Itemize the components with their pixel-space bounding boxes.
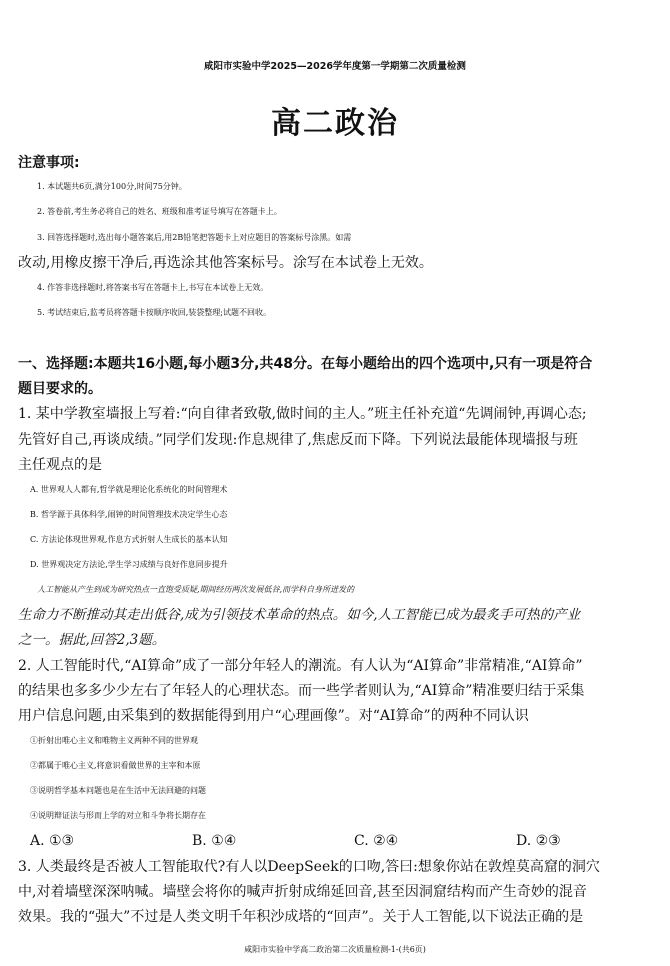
note-item: 3. 回答选择题时,选出每小题答案后,用2B铅笔把答题卡上对应题目的答案标号涂黑。如需 bbox=[37, 233, 352, 242]
q2-statement: ①折射出唯心主义和唯物主义两种不同的世界观 bbox=[30, 736, 198, 745]
q1-stem-line: 1. 某中学教室墙报上写着:“向自律者致敬,做时间的主人。”班主任补充道“先调闹钟,再调心态; bbox=[18, 406, 587, 422]
note-item: 1. 本试题共6页,满分100分,时间75分钟。 bbox=[37, 182, 187, 191]
q2-statement: ③说明哲学基本问题也是在生活中无法回避的问题 bbox=[30, 786, 206, 795]
q3-stem-line: 效果。我的“强大”不过是人类文明千年积沙成塔的“回声”。关于人工智能,以下说法正确的是 bbox=[18, 909, 584, 925]
page-footer: 咸阳市实验中学高二政治第二次质量检测-1-(共6页) bbox=[244, 945, 426, 954]
note-item: 5. 考试结束后,监考员将答题卡按顺序收回,装袋整理;试题不回收。 bbox=[37, 308, 271, 317]
passage-line: 人工智能从产生到成为研究热点一直饱受质疑,期间经历两次发展低谷,而学科自身所迸发的 bbox=[37, 585, 355, 594]
q1-option-b: B. 哲学源于具体科学,闹钟的时间管理技术决定学生心态 bbox=[30, 510, 228, 519]
subject-title: 高二政治 bbox=[271, 106, 399, 141]
q2-stem-line: 用户信息问题,由采集到的数据能得到用户“心理画像”。对“AI算命”的两种不同认识 bbox=[18, 708, 529, 724]
q1-option-c: C. 方法论体现世界观,作息方式折射人生成长的基本认知 bbox=[30, 535, 228, 544]
exam-title: 咸阳市实验中学2025—2026学年度第一学期第二次质量检测 bbox=[204, 61, 466, 72]
q2-statement: ④说明辩证法与形而上学的对立和斗争将长期存在 bbox=[30, 811, 206, 820]
passage-line: 生命力不断推动其走出低谷,成为引领技术革命的热点。如今,人工智能已成为最炙手可热的产业 bbox=[18, 607, 581, 623]
q2-choice-c: C. ②④ bbox=[354, 833, 399, 849]
note-item: 4. 作答非选择题时,将答案书写在答题卡上,书写在本试卷上无效。 bbox=[37, 283, 269, 292]
q2-statement: ②都属于唯心主义,将意识看做世界的主宰和本原 bbox=[30, 761, 201, 770]
q1-option-a: A. 世界观人人都有,哲学就是理论化系统化的时间管理术 bbox=[30, 485, 228, 494]
q1-stem-line: 先管好自己,再谈成绩。”同学们发现:作息规律了,焦虑反而下降。下列说法最能体现墙报与班 bbox=[18, 432, 578, 448]
q1-option-d: D. 世界观决定方法论,学生学习成绩与良好作息同步提升 bbox=[30, 560, 228, 569]
q2-choices bbox=[18, 831, 658, 851]
note-item-continued: 改动,用橡皮擦干净后,再选涂其他答案标号。涂写在本试卷上无效。 bbox=[18, 255, 433, 271]
note-item: 2. 答卷前,考生务必将自己的姓名、班级和准考证号填写在答题卡上。 bbox=[37, 207, 282, 216]
q3-stem-line: 3. 人类最终是否被人工智能取代?有人以DeepSeek的口吻,答曰:想象你站在敦煌莫高窟的洞穴 bbox=[18, 859, 600, 875]
q2-stem-line: 2. 人工智能时代,“AI算命”成了一部分年轻人的潮流。有人认为“AI算命”非常精准,“AI算命” bbox=[18, 658, 583, 674]
q2-choice-d: D. ②③ bbox=[516, 833, 561, 849]
q2-stem-line: 的结果也多多少少左右了年轻人的心理状态。而一些学者则认为,“AI算命”精准要归结于采集 bbox=[18, 683, 585, 699]
q3-stem-line: 中,对着墙壁深深呐喊。墙壁会将你的喊声折射成绵延回音,甚至因洞窟结构而产生奇妙的混音 bbox=[18, 884, 587, 900]
q2-choice-b: B. ①④ bbox=[192, 833, 237, 849]
passage-line: 之一。据此,回答2,3题。 bbox=[18, 632, 166, 648]
q1-stem-line: 主任观点的是 bbox=[18, 457, 102, 473]
q2-choice-a: A. ①③ bbox=[30, 833, 75, 849]
section-heading-continued: 题目要求的。 bbox=[18, 381, 102, 397]
notes-heading: 注意事项: bbox=[18, 155, 80, 171]
section-heading: 一、选择题:本题共16小题,每小题3分,共48分。在每小题给出的四个选项中,只有一项是符合 bbox=[18, 356, 593, 372]
